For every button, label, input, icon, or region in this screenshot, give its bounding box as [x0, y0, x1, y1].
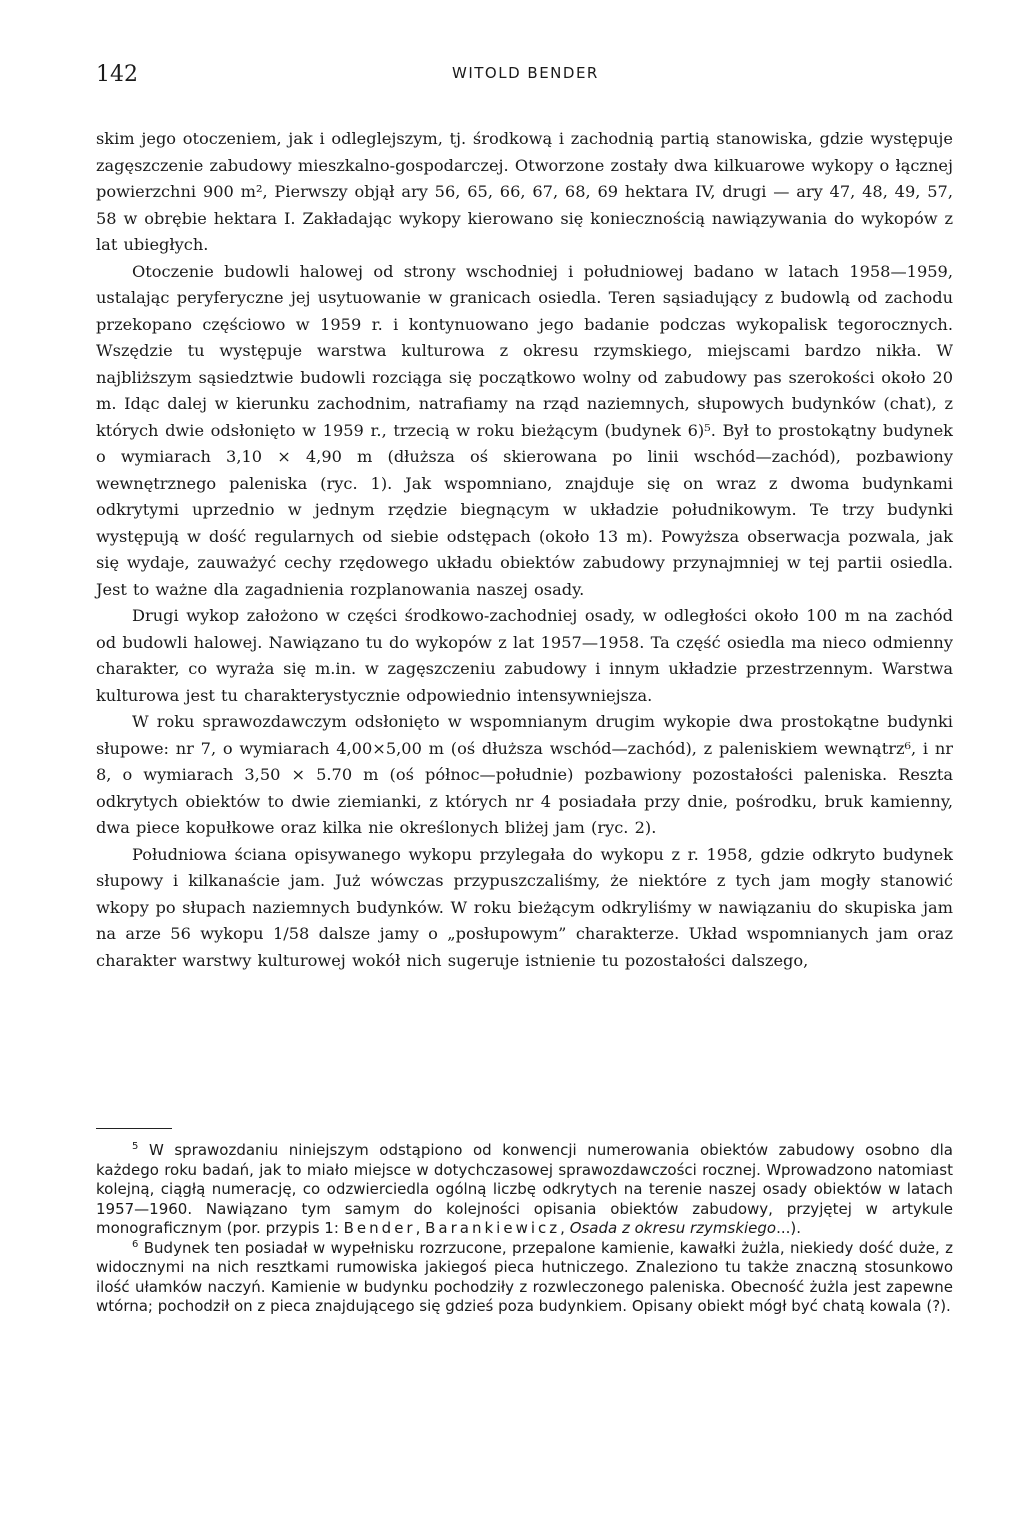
- footnote-6: [96, 1239, 953, 1317]
- footnote-mark: 6: [132, 1238, 139, 1250]
- cited-title: Osada z okresu rzymskiego: [569, 1219, 777, 1237]
- footnote-divider: [96, 1128, 172, 1129]
- paragraph: Otoczenie budowli halowej od strony wschodniej i południowej badano w latach 1958—1959, ustalając peryferyczne jej usytuowanie w granicach osiedla. Teren sąsiadujący z budowlą od zachodu przekopano częściowo w 1959 r. i kontynuowano jego badanie podczas wykopalisk tegorocznych. Wszędzie tu występuje warstwa kulturowa z okresu rzymskiego, miejscami bardzo nikła. W najbliższym sąsiedztwie budowli rozciąga się początkowo wolny od zabudowy pas szerokości około 20 m. Idąc dalej w kierunku zachodnim, natrafiamy na rząd naziemnych, słupowych budynków (chat), z których dwie odsłonięto w 1959 r., trzecią w roku bieżącym (budynek 6)⁵. Był to prostokątny budynek o wymiarach 3,10 × 4,90 m (dłuższa oś skierowana po linii wschód—zachód), pozbawiony wewnętrznego paleniska (ryc. 1). Jak wspomniano, znajduje się on wraz z dwoma budynkami odkrytymi uprzednio w jednym rzędzie biegnącym w układzie południkowym. Te trzy budynki występują w dość regularnych od siebie odstępach (około 13 m). Powyższa obserwacja pozwala, jak się wydaje, zauważyć cechy rzędowego układu obiektów zabudowy przynajmniej w tej partii osiedla. Jest to ważne dla zagadnienia rozplanowania naszej osady.: [96, 261, 953, 599]
- footnotes: [96, 1141, 953, 1317]
- page-number: 142: [96, 62, 138, 87]
- footnote-mark: 5: [132, 1141, 139, 1152]
- separator: ,: [415, 1219, 426, 1237]
- author-name: Bender: [343, 1219, 416, 1237]
- footnote-end: ...).: [776, 1219, 802, 1237]
- paragraph: skim jego otoczeniem, jak i odleglejszym, tj. środkową i zachodnią partią stanowiska, gdzie występuje zagęszczenie zabudowy mieszkalno-gospodarczej. Otworzone zostały dwa kilkuarowe wykopy o łącznej powierzchni 900 m², Pierwszy objął ary 56, 65, 66, 67, 68, 69 hektara IV, drugi — ary 47, 48, 49, 57, 58 w obrębie hektara I. Zakładając wykopy kierowano się koniecznością nawiązywania do wykopów z lat ubiegłych.: [96, 129, 953, 254]
- page-header: [96, 62, 953, 92]
- separator: ,: [560, 1219, 570, 1237]
- body-text: [96, 126, 953, 974]
- author-name: Barankiewicz: [425, 1219, 561, 1237]
- footnote-text: Budynek ten posiadał w wypełnisku rozrzucone, przepalone kamienie, kawałki żużla, niekiedy dość duże, z widocznymi na nich resztkami rumowiska jakiegoś pieca hutniczego. Znaleziono tu także znaczną stosunkowo ilość ułamków naczyń. Kamienie w budynku pochodziły z rozwleczonego paleniska. Obecność żużla jest zapewne wtórna; pochodził on z pieca znajdującego się gdzieś poza budynkiem. Opisany obiekt mógł być chatą kowala (?).: [96, 1238, 953, 1315]
- footnote-text: W sprawozdaniu niniejszym odstąpiono od konwencji numerowania obiektów zabudowy osobno dla każdego roku badań, jak to miało miejsce w dotychczasowej sprawozdawczości rocznej. Wprowadzono natomiast kolejną, ciągłą numerację, co odzwierciedla ogólną liczbę odkrytych na terenie naszej osady obiektów w latach 1957—1960. Nawiązano tym samym do kolejności opisania obiektów zabudowy, przyjętej w artykule monograficznym (por. przypis 1:: [96, 1141, 953, 1237]
- paragraph: Drugi wykop założono w części środkowo-zachodniej osady, w odległości około 100 m na zachód od budowli halowej. Nawiązano tu do wykopów z lat 1957—1958. Ta część osiedla ma nieco odmienny charakter, co wyraża się m.in. w zagęszczeniu zabudowy i innym układzie przestrzennym. Warstwa kulturowa jest tu charakterystycznie odpowiednio intensywniejsza.: [96, 606, 953, 705]
- footnote-5: [96, 1141, 953, 1239]
- paragraph: W roku sprawozdawczym odsłonięto w wspomnianym drugim wykopie dwa prostokątne budynki słupowe: nr 7, o wymiarach 4,00×5,00 m (oś dłuższa wschód—zachód), z paleniskiem wewnątrz⁶, i nr 8, o wymiarach 3,50 × 5.70 m (oś północ—południe) pozbawiony pozostałości paleniska. Reszta odkrytych obiektów to dwie ziemianki, z których nr 4 posiadała przy dnie, pośrodku, bruk kamienny, dwa piece kopułkowe oraz kilka nie określonych bliżej jam (ryc. 2).: [96, 712, 953, 837]
- paragraph: Południowa ściana opisywanego wykopu przylegała do wykopu z r. 1958, gdzie odkryto budynek słupowy i kilkanaście jam. Już wówczas przypuszczaliśmy, że niektóre z tych jam mogły stanowić wkopy po słupach naziemnych budynków. W roku bieżącym odkryliśmy w nawiązaniu do skupiska jam na arze 56 wykopu 1/58 dalsze jamy o „posłupowym” charakterze. Układ wspomnianych jam oraz charakter warstwy kulturowej wokół nich sugeruje istnienie tu pozostałości dalszego,: [96, 844, 953, 970]
- running-head: WITOLD BENDER: [452, 64, 599, 82]
